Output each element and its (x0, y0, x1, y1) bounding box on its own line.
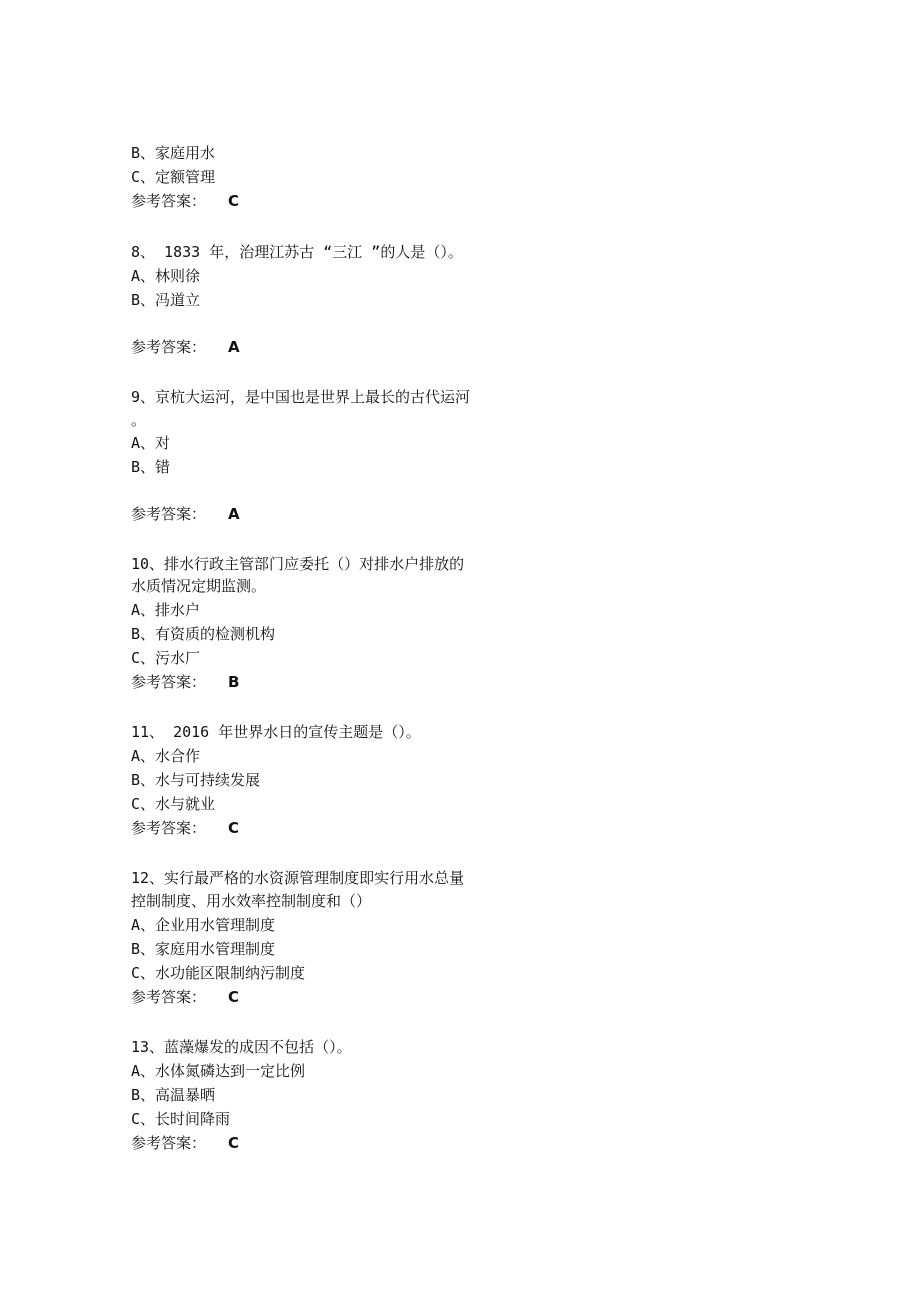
option-line: A、对 (131, 434, 171, 452)
answer-line (131, 817, 239, 839)
answer-label: 参考答案： (131, 673, 207, 691)
answer-label: 参考答案： (131, 505, 207, 523)
option-line: B、冯道立 (131, 291, 201, 309)
question-stem: 13、蓝藻爆发的成因不包括（）。 (131, 1038, 352, 1056)
question-stem: 水质情况定期监测。 (131, 577, 267, 595)
option-line: B、家庭用水管理制度 (131, 940, 276, 958)
answer-label: 参考答案： (131, 1134, 207, 1152)
option-line: C、水与就业 (131, 795, 216, 813)
answer-value: A (228, 505, 240, 523)
option-line: A、排水户 (131, 601, 201, 619)
option-line: A、水体氮磷达到一定比例 (131, 1062, 306, 1080)
answer-label: 参考答案： (131, 819, 207, 837)
option-line: A、企业用水管理制度 (131, 916, 276, 934)
option-line: B、高温暴晒 (131, 1086, 216, 1104)
answer-line (131, 671, 239, 693)
question-stem: 10、排水行政主管部门应委托（）对排水户排放的 (131, 555, 465, 573)
option-line: C、水功能区限制纳污制度 (131, 964, 306, 982)
answer-line (131, 503, 240, 525)
option-line: C、长时间降雨 (131, 1110, 231, 1128)
option-line: B、错 (131, 458, 171, 476)
option-line: C、污水厂 (131, 649, 201, 667)
answer-line (131, 336, 240, 358)
option-line: A、水合作 (131, 747, 201, 765)
answer-line (131, 986, 239, 1008)
answer-value: C (228, 192, 240, 210)
option-line: A、林则徐 (131, 267, 201, 285)
answer-label: 参考答案： (131, 338, 207, 356)
option-line: C、定额管理 (131, 168, 216, 186)
answer-label: 参考答案： (131, 988, 207, 1006)
answer-line (131, 1132, 239, 1154)
answer-value: A (228, 338, 240, 356)
answer-line (131, 190, 239, 212)
option-line: B、水与可持续发展 (131, 771, 261, 789)
question-stem: 控制制度、用水效率控制制度和（） (131, 892, 372, 910)
option-line: B、有资质的检测机构 (131, 625, 276, 643)
question-stem: 8、 1833 年，治理江苏古 “三江 ”的人是（）。 (131, 243, 463, 261)
option-line: B、家庭用水 (131, 144, 216, 162)
question-stem: 11、 2016 年世界水日的宣传主题是（）。 (131, 723, 421, 741)
question-stem: 12、实行最严格的水资源管理制度即实行用水总量 (131, 869, 465, 887)
answer-value: B (228, 673, 240, 691)
answer-value: C (228, 819, 240, 837)
answer-value: C (228, 1134, 240, 1152)
question-stem: 。 (131, 411, 147, 429)
answer-label: 参考答案： (131, 192, 207, 210)
answer-value: C (228, 988, 240, 1006)
question-stem: 9、京杭大运河，是中国也是世界上最长的古代运河 (131, 388, 471, 406)
